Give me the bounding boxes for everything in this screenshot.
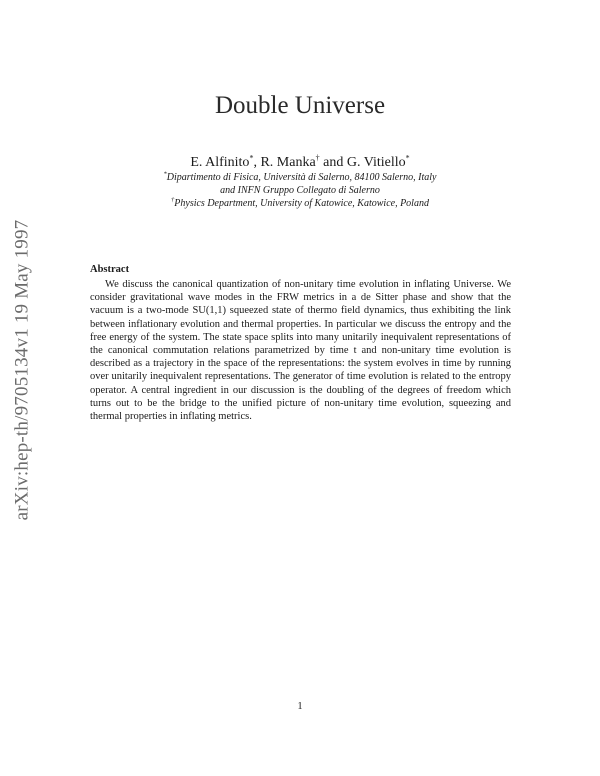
affiliation-mark: † <box>315 153 320 163</box>
affiliation-mark: † <box>171 196 175 204</box>
author-separator: and <box>319 155 347 170</box>
affiliation-text: Dipartimento di Fisica, Università di Salerno, 84100 Salerno, Italy <box>166 172 437 183</box>
abstract-heading: Abstract <box>90 264 130 275</box>
arxiv-identifier-stamp <box>2 200 42 540</box>
affiliation-mark: * <box>249 153 254 163</box>
abstract-body: We discuss the canonical quantization of non-unitary time evolution in inflating Universe. We consider gravitational wave modes in the FRW metrics in a de Sitter phase and show that the vacuum is a two-mode SU(1,1) squeezed state of thermo field dynamics, thus exhibiting the link between inflationary evolution and thermal properties. In particular we discuss the entropy and the free energy of the system. The state space splits into many unitarily inequivalent representations of the canonical commutation relations parametrized by time t and non-unitary time evolution is described as a trajectory in the space of the representations: the system evolves in time by running over unitarily inequivalent representations. The generator of time evolution is related to the entropy operator. A central ingredient in our discussion is the doubling of the degrees of freedom which turns out to be the bridge to the unified picture of non-unitary time evolution, squeezing and thermal properties in inflating metrics. <box>90 279 511 423</box>
page-number: 1 <box>297 701 303 712</box>
author-list <box>0 155 600 171</box>
affiliation-text: Physics Department, University of Katowice, Katowice, Poland <box>174 198 429 209</box>
author-name: E. Alfinito <box>190 155 250 170</box>
author-name: R. Manka <box>260 155 316 170</box>
author-separator: , <box>253 155 261 170</box>
affiliation-mark: * <box>405 153 410 163</box>
affiliation-line <box>0 198 600 209</box>
author-name: G. Vitiello <box>346 155 406 170</box>
arxiv-identifier-text: arXiv:hep-th/9705134v1 19 May 1997 <box>11 219 33 521</box>
affiliation-mark: * <box>163 170 167 178</box>
affiliation-line: and INFN Gruppo Collegato di Salerno <box>220 185 380 196</box>
paper-title: Double Universe <box>214 92 386 119</box>
affiliation-line <box>0 172 600 183</box>
